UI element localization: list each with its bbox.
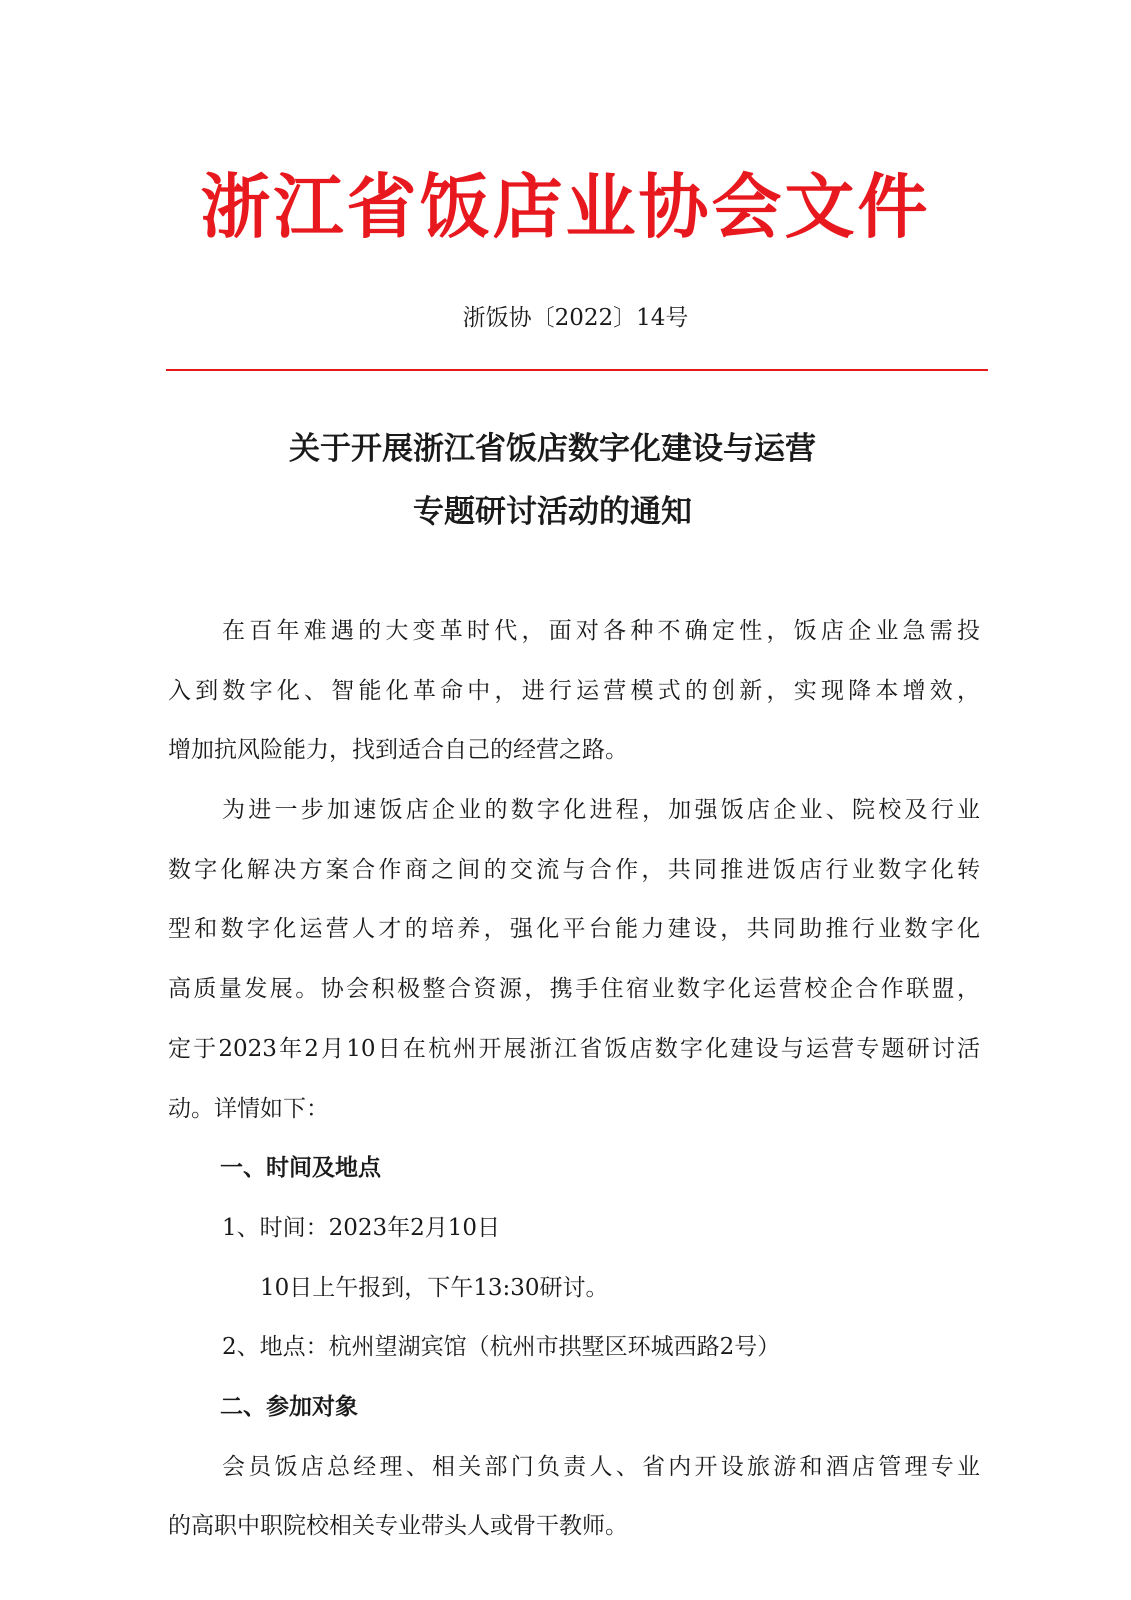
section-2-line: 会员饭店总经理、相关部门负责人、省内开设旅游和酒店管理专业 <box>222 1453 980 1480</box>
paragraph-2-line: 数字化解决方案合作商之间的交流与合作，共同推进饭店行业数字化转 <box>168 856 980 883</box>
section-1-place: 2、地点：杭州望湖宾馆（杭州市拱墅区环城西路2号） <box>222 1334 781 1361</box>
section-1-time-detail: 10日上午报到，下午13:30研讨。 <box>260 1274 609 1301</box>
paragraph-2-line: 型和数字化运营人才的培养，强化平台能力建设，共同助推行业数字化 <box>168 916 980 943</box>
document-body <box>168 602 980 1557</box>
paragraph-2-line: 高质量发展。协会积极整合资源，携手住宿业数字化运营校企合作联盟， <box>168 976 980 1003</box>
paragraph-2-line: 定于2023年2月10日在杭州开展浙江省饭店数字化建设与运营专题研讨活 <box>168 1035 980 1062</box>
paragraph-1-line: 在百年难遇的大变革时代，面对各种不确定性，饭店企业急需投 <box>222 618 980 644</box>
red-divider <box>166 369 988 371</box>
paragraph-1-line: 入到数字化、智能化革命中，进行运营模式的创新，实现降本增效， <box>168 677 980 704</box>
paragraph-2-line: 动。详情如下： <box>168 1095 329 1122</box>
paragraph-2-line: 为进一步加速饭店企业的数字化进程，加强饭店企业、院校及行业 <box>222 797 980 824</box>
section-2-heading: 二、参加对象 <box>220 1393 358 1420</box>
section-1-heading: 一、时间及地点 <box>220 1155 381 1182</box>
section-1-time: 1、时间：2023年2月10日 <box>222 1214 501 1241</box>
masthead-title: 浙江省饭店业协会文件 <box>200 166 931 248</box>
section-2-line: 的高职中职院校相关专业带头人或骨干教师。 <box>168 1513 628 1540</box>
paragraph-1-line: 增加抗风险能力，找到适合自己的经营之路。 <box>168 737 628 764</box>
notice-title-line-2: 专题研讨活动的通知 <box>413 494 692 530</box>
document-number: 浙饭协〔2022〕14号 <box>462 305 689 331</box>
notice-title-line-1: 关于开展浙江省饭店数字化建设与运营 <box>289 431 816 467</box>
